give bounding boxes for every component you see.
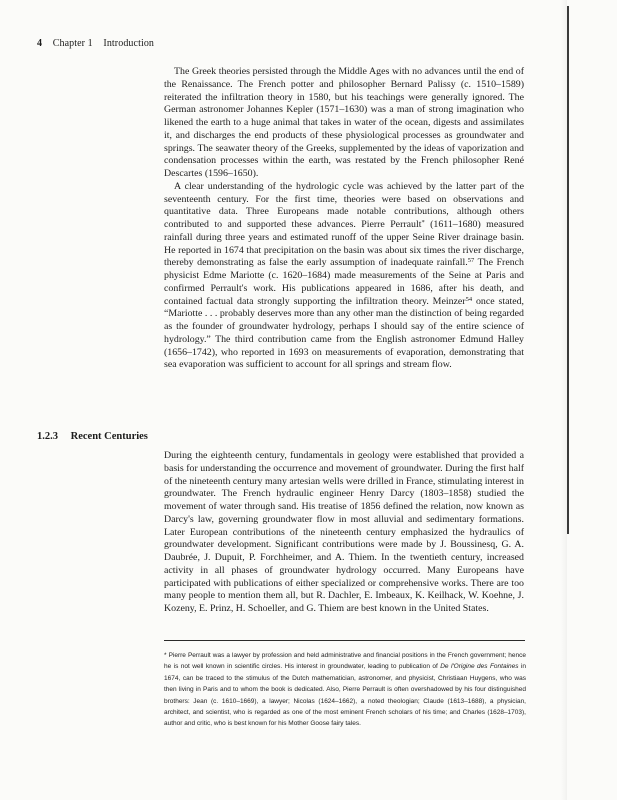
section-number: 1.2.3 bbox=[37, 431, 58, 442]
paragraph-text: A clear understanding of the hydrologic cycle was achieved by the latter part of the seventeenth century. For the first time, theories were based on observations and quantitative data. Three Europeans made notable contributions, although others contributed to and supported these advances. Pierre Perrault bbox=[164, 180, 524, 230]
paragraph-text: The French physicist Edme Mariotte (c. 1620–1684) made measurements of the Seine at Paris and confirmed Perrault's work. His publications appeared in 1686, after his death, and contained factual data strongly supporting the infiltration theory. Meinzer bbox=[164, 257, 524, 307]
paragraph-text: (1611–1680) measured rainfall during three years and estimated runoff of the upper Seine River drainage basin. He reported in 1674 that precipitation on the basin was about six times the river discharge, thereby demonstrating as false the early assumption of inadequate rainfall. bbox=[164, 219, 524, 269]
footnote-mark: * bbox=[164, 652, 167, 659]
chapter-label: Chapter 1 bbox=[52, 38, 93, 49]
paragraph-recent-centuries: During the eighteenth century, fundamentals in geology were established that provided a basis for understanding the occurrence and movement of groundwater. During the first half of the nineteenth century many artesian wells were drilled in France, stimulating interest in groundwater. The French hydraulic engineer Henry Darcy (1803–1858) studied the movement of water through sand. His treatise of 1856 defined the relation, now known as Darcy's law, governing groundwater flow in most alluvial and sedimentary formations. Later European contributions of the nineteenth century emphasized the hydraulics of groundwater development. Significant contributions were made by J. Boussinesq, G. A. Daubrée, J. Dupuit, P. Forchheimer, and A. Thiem. In the twentieth century, increased activity in all phases of groundwater hydrology occurred. Many Europeans have participated with publications of either specialized or comprehensive works. There are too many people to mention them all, but R. Dachler, E. Imbeaux, K. Keilhack, W. Koehne, J. Kozeny, E. Prinz, H. Schoeller, and G. Thiem are best known in the United States. bbox=[164, 450, 524, 614]
body-text-upper bbox=[164, 66, 524, 372]
footnote-book-title: De l'Origine des Fontaines bbox=[440, 663, 519, 671]
section-title: Recent Centuries bbox=[70, 431, 148, 442]
reference-marker: 54 bbox=[465, 295, 473, 303]
paragraph-greek-theories: The Greek theories persisted through the Middle Ages with no advances until the end of the Renaissance. The French potter and philosopher Bernard Palissy (c. 1510–1589) reiterated the infiltration theory in 1580, but his teachings were generally ignored. The German astronomer Johannes Kepler (1571–1630) was a man of strong imagination who likened the earth to a huge animal that takes in water of the ocean, digests and assimilates it, and discharges the end products of these physiological processes as groundwater and springs. The seawater theory of the Greeks, supplemented by the ideas of vaporization and condensation processes within the earth, was restated by the French philosopher René Descartes (1596–1650). bbox=[164, 66, 524, 179]
footnote-text: Pierre Perrault was a lawyer by profession and held administrative and financial positions in the French government; hence he is not well known in scientific circles. His interest in groundwater, leading to publication of bbox=[164, 652, 526, 671]
paragraph-hydrologic-cycle bbox=[164, 181, 524, 372]
scan-page-edge bbox=[567, 6, 569, 534]
footnote bbox=[164, 650, 526, 730]
footnote-text: in 1674, can be traced to the stimulus of the Dutch mathematician, astronomer, and physicist, Christiaan Huygens, who was then living in Paris and to whom the book is dedicated. Also, Pierre Perrault is often overshadowed by his four distinguished brothers: Jean (c. 1610–1669), a lawyer; Nicolas (1624–1662), a noted theologian; Claude (1613–1688), a physician, architect, and scientist, who is regarded as one of the most eminent French scholars of his time; and Charles (1628–1703), author and critic, who is best known for his Mother Goose fairy tales. bbox=[164, 663, 526, 728]
body-text-lower bbox=[164, 450, 524, 616]
footnote-marker: * bbox=[421, 219, 425, 226]
reference-marker: 57 bbox=[467, 257, 475, 265]
running-head bbox=[37, 38, 154, 49]
chapter-title: Introduction bbox=[103, 38, 155, 49]
paragraph-text: once stated, “Mariotte . . . probably deserves more than any other man the distinction of being regarded as the founder of groundwater hydrology, perhaps I should say of the entire science of hydrology.” The third contribution came from the English astronomer Edmund Halley (1656–1742), who reported in 1693 on measurements of evaporation, demonstrating that sea evaporation was sufficient to account for all springs and stream flow. bbox=[164, 295, 524, 371]
page-number: 4 bbox=[37, 38, 43, 49]
section-heading bbox=[37, 431, 148, 442]
footnote-rule bbox=[164, 640, 525, 641]
